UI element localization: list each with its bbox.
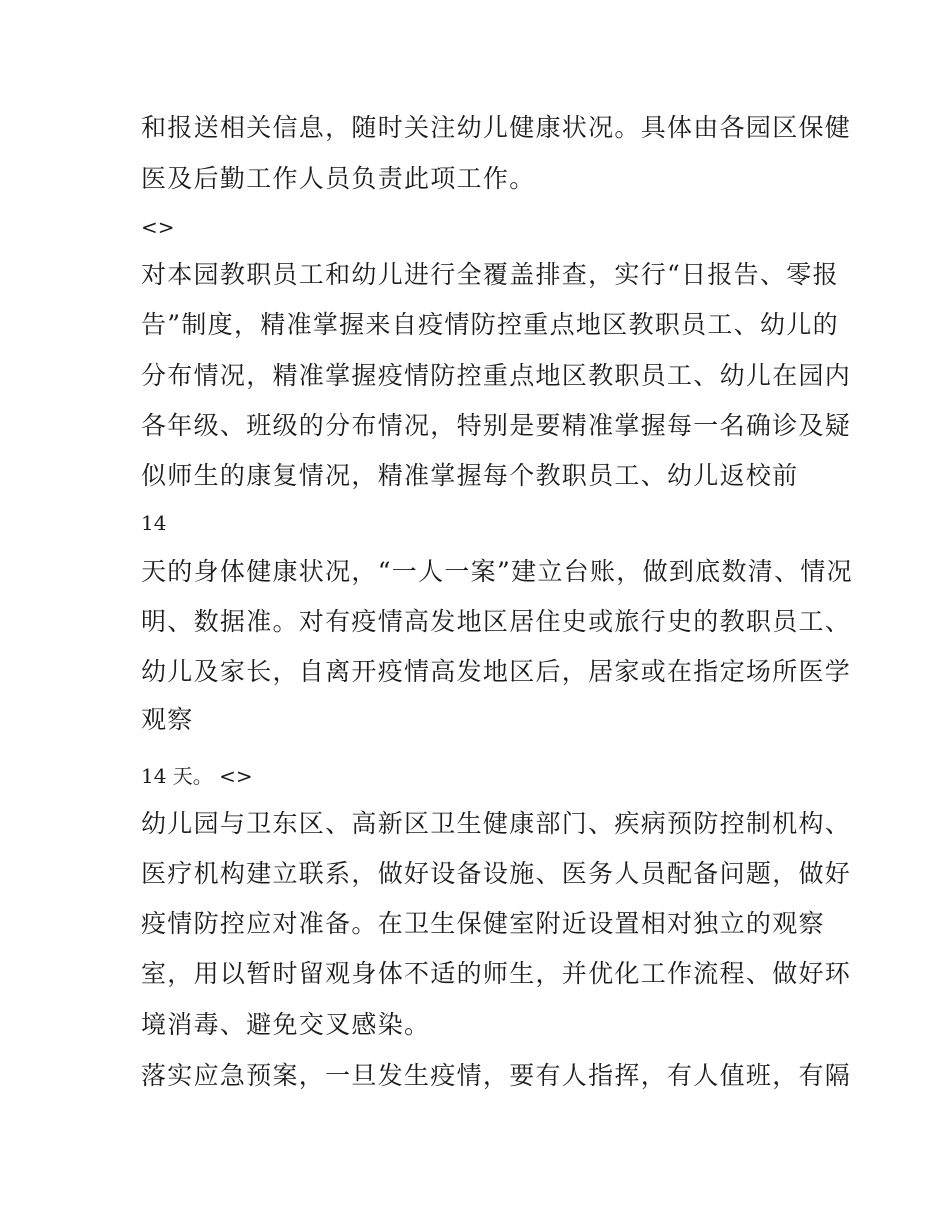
text-line: 似师生的康复情况，精准掌握每个教职员工、幼儿返校前 bbox=[141, 461, 799, 490]
text-line: 幼儿及家长，自离开疫情高发地区后，居家或在指定场所医学 bbox=[141, 657, 852, 686]
text-line: 对本园教职员工和幼儿进行全覆盖排查，实行“日报告、零报 bbox=[141, 260, 839, 289]
text-line: 境消毒、避免交叉感染。 bbox=[141, 1010, 431, 1039]
text-line: 和报送相关信息，随时关注幼儿健康状况。具体由各园区保健 bbox=[141, 113, 852, 142]
number-line: 14 bbox=[141, 511, 167, 535]
text-line: 分布情况，精准掌握疫情防控重点地区教职员工、幼儿在园内 bbox=[141, 361, 852, 390]
section-marker: <> bbox=[141, 215, 175, 239]
text-line: 观察 bbox=[141, 705, 194, 734]
text-line: 天的身体健康状况，“一人一案”建立台账，做到底数清、情况 bbox=[141, 557, 853, 586]
text-line: 疫情防控应对准备。在卫生保健室附近设置相对独立的观察 bbox=[141, 909, 825, 938]
text-line: 各年级、班级的分布情况，特别是要精准掌握每一名确诊及疑 bbox=[141, 411, 852, 440]
text-line: 告”制度，精准掌握来自疫情防控重点地区教职员工、幼儿的 bbox=[141, 310, 839, 339]
text-line: 幼儿园与卫东区、高新区卫生健康部门、疾病预防控制机构、 bbox=[141, 809, 852, 838]
text-line: 明、数据准。对有疫情高发地区居住史或旅行史的教职员工、 bbox=[141, 607, 852, 636]
number-line: 14 天。 <> bbox=[141, 764, 253, 788]
text-line: 落实应急预案，一旦发生疫情，要有人指挥，有人值班，有隔 bbox=[141, 1061, 852, 1090]
text-line: 医疗机构建立联系，做好设备设施、医务人员配备问题，做好 bbox=[141, 859, 852, 888]
text-line: 医及后勤工作人员负责此项工作。 bbox=[141, 164, 536, 193]
text-line: 室，用以暂时留观身体不适的师生，并优化工作流程、做好环 bbox=[141, 959, 852, 988]
